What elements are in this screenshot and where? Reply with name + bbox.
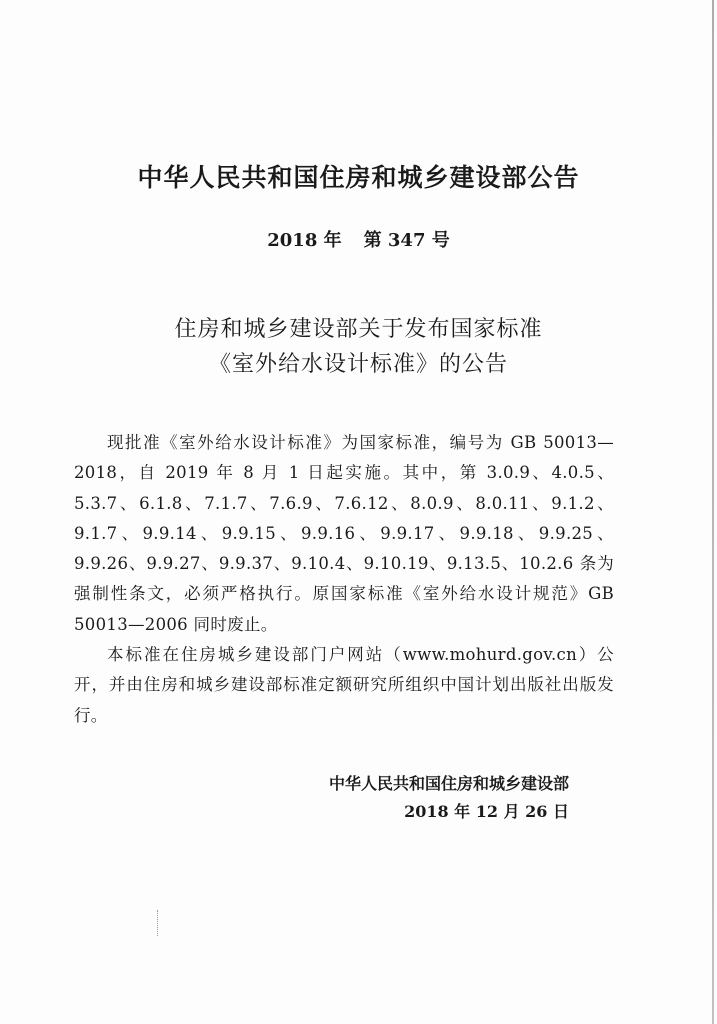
scan-artifact-dots xyxy=(157,910,160,936)
body-paragraph-1: 现批准《室外给水设计标准》为国家标准，编号为 GB 50013—2018，自 2019 年 8 月 1 日起实施。其中，第 3.0.9、4.0.5、5.3.7、6.1.8、7.1.7、7.6.9、7.6.12、8.0.9、8.0.11、9.1.2、9.1.7、9.9.14、9.9.15、9.9.16、9.9.17、9.9.18、9.9.25、9.9.26、9.9.27、9.9.37、9.10.4、9.10.19、9.13.5、10.2.6 条为强制性条文，必须严格执行。原国家标准《室外给水设计规范》GB 50013—2006 同时废止。 xyxy=(74,433,614,634)
subtitle-line-2: 《室外给水设计标准》的公告 xyxy=(208,352,508,377)
signature-date: 2018 年 12 月 26 日 xyxy=(404,802,569,821)
signature-organization: 中华人民共和国住房和城乡建设部 xyxy=(328,774,569,793)
page-edge-line xyxy=(712,0,714,1024)
announcement-title: 中华人民共和国住房和城乡建设部公告 xyxy=(137,163,580,192)
announcement-number xyxy=(0,226,717,252)
body-paragraph-2: 本标准在住房城乡建设部门户网站（www.mohurd.gov.cn）公开，并由住房和城乡建设部标准定额研究所组织中国计划出版社出版发行。 xyxy=(74,645,614,725)
announcement-serial: 第 347 号 xyxy=(363,230,450,251)
announcement-year: 2018 年 xyxy=(267,230,342,251)
subtitle-line-1: 住房和城乡建设部关于发布国家标准 xyxy=(174,317,543,342)
announcement-body xyxy=(74,428,614,731)
